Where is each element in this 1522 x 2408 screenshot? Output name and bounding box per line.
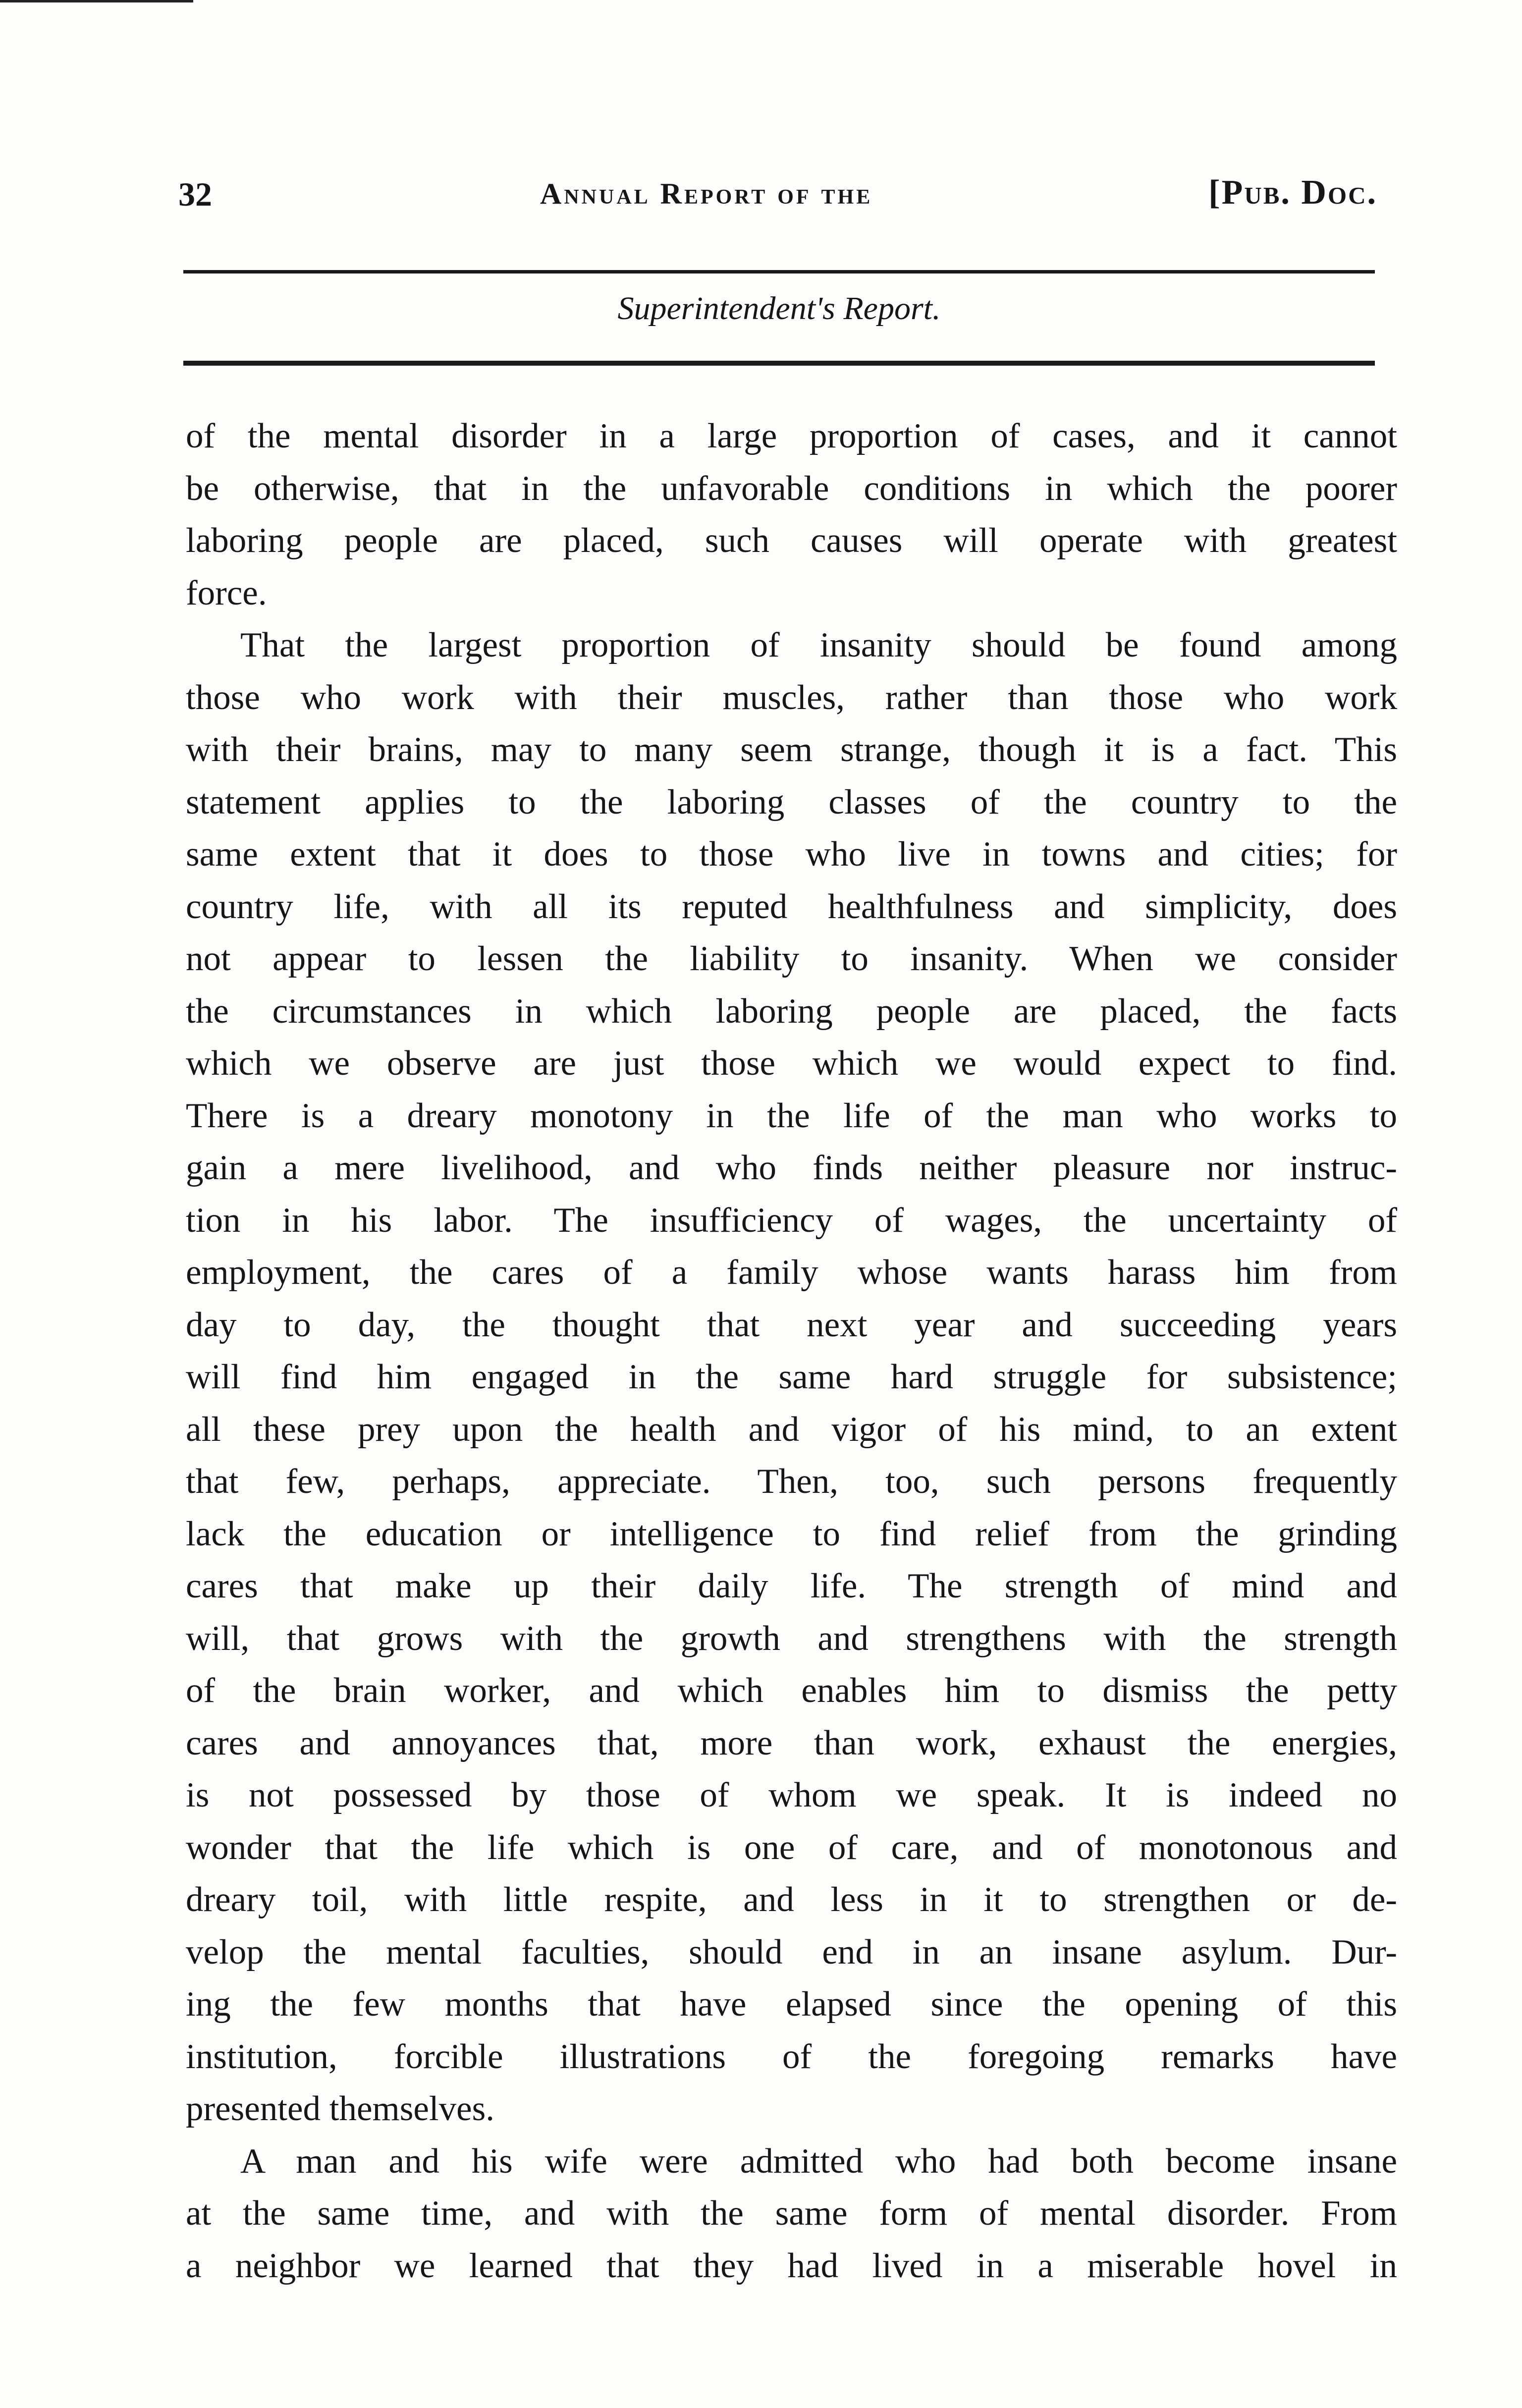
header-rule-top [183,270,1375,274]
text-line: laboring people are placed, such causes will operate with greatest [186,521,1397,560]
document-label: [Pub. Doc. [1208,173,1377,212]
text-line: That the largest proportion of insanity should be found among [240,626,1397,664]
text-line: all these prey upon the health and vigor of his mind, to an extent [186,1410,1397,1449]
text-line: be otherwise, that in the unfavorable conditions in which the poorer [186,469,1397,508]
text-line: which we observe are just those which we would expect to find. [186,1044,1397,1083]
text-line: will find him engaged in the same hard struggle for subsistence; [186,1358,1397,1396]
running-head [178,166,1377,225]
text-line: same extent that it does to those who live in towns and cities; for [186,835,1397,874]
text-line: country life, with all its reputed healthfulness and simplicity, does [186,887,1397,926]
running-head-title: Annual Report of the [540,177,873,210]
text-line: day to day, the thought that next year and succeeding years [186,1305,1397,1344]
text-line: is not possessed by those of whom we speak. It is indeed no [186,1776,1397,1814]
text-line: cares that make up their daily life. The strength of mind and [186,1567,1397,1605]
text-line: the circumstances in which laboring people are placed, the facts [186,991,1397,1031]
header-rule-bottom [183,361,1375,366]
text-line: force. [186,573,267,612]
text-line: will, that grows with the growth and strengthens with the strength [186,1619,1397,1658]
text-line: A man and his wife were admitted who had both become insane [240,2141,1397,2181]
text-line: of the brain worker, and which enables him to dismiss the petty [186,1671,1397,1710]
text-line: those who work with their muscles, rather than those who work [186,678,1397,717]
text-line: a neighbor we learned that they had lived in a miserable hovel in [186,2246,1397,2285]
text-line: velop the mental faculties, should end in an insane asylum. Dur- [186,1932,1397,1971]
text-line: lack the education or intelligence to find relief from the grinding [186,1514,1397,1553]
text-line: statement applies to the laboring classes of the country to the [186,782,1397,821]
section-title: Superintendent's Report. [617,290,941,327]
text-line: gain a mere livelihood, and who finds neither pleasure nor instruc- [186,1149,1397,1187]
text-line: ing the few months that have elapsed since the opening of this [186,1985,1397,2024]
text-line: that few, perhaps, appreciate. Then, too, such persons frequently [186,1462,1397,1501]
text-line: tion in his labor. The insufficiency of wages, the uncertainty of [186,1201,1397,1240]
text-line: institution, forcible illustrations of the foregoing remarks have [186,2037,1397,2076]
text-line: dreary toil, with little respite, and less in it to strengthen or de- [186,1880,1397,1919]
text-line: employment, the cares of a family whose wants harass him from [186,1253,1397,1292]
body-text [186,410,1397,2292]
page-number: 32 [178,175,212,213]
text-line: at the same time, and with the same form of mental disorder. From [186,2194,1397,2233]
text-line: There is a dreary monotony in the life of the man who works to [186,1096,1397,1135]
scan-edge-mark [0,0,193,2]
text-line: not appear to lessen the liability to insanity. When we consider [186,939,1397,978]
text-line: cares and annoyances that, more than work, exhaust the energies, [186,1723,1397,1762]
text-line: with their brains, may to many seem strange, though it is a fact. This [186,730,1397,769]
text-line: presented themselves. [186,2089,495,2128]
text-line: wonder that the life which is one of care, and of monotonous and [186,1828,1397,1867]
text-line: of the mental disorder in a large proportion of cases, and it cannot [186,417,1397,455]
